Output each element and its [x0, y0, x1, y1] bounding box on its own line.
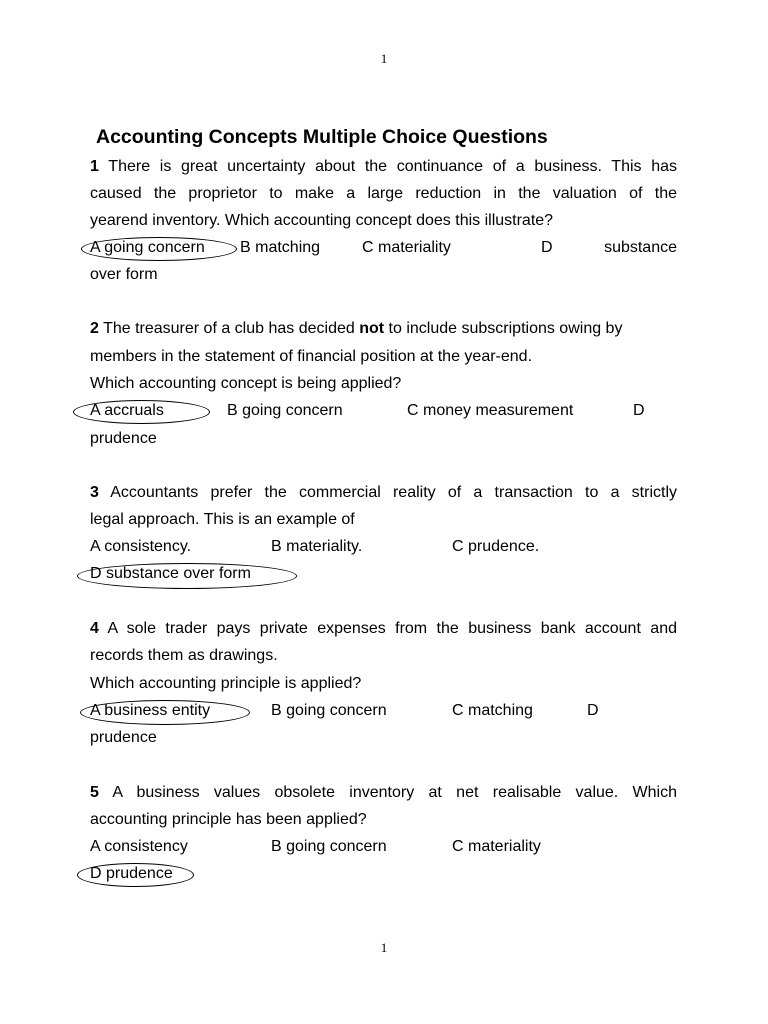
- question-3-number: 3: [90, 484, 99, 501]
- q3-option-b[interactable]: B materiality.: [271, 538, 363, 555]
- q4-option-a[interactable]: A business entity: [90, 702, 211, 719]
- q3-option-c[interactable]: C prudence.: [452, 538, 540, 555]
- question-2-line-3: Which accounting concept is being applied?: [90, 375, 402, 392]
- q1-option-c[interactable]: C materiality: [362, 239, 451, 256]
- q5-option-b[interactable]: B going concern: [271, 838, 387, 855]
- question-2-line-2: members in the statement of financial position at the year-end.: [90, 348, 533, 365]
- q2-option-a[interactable]: A accruals: [90, 402, 164, 419]
- question-1-number: 1: [90, 158, 99, 175]
- q3-option-d[interactable]: D substance over form: [90, 565, 251, 582]
- q1-option-d-letter[interactable]: D: [541, 239, 553, 256]
- question-1-line-1: 1 There is great uncertainty about the continuance of a business. This has: [90, 158, 677, 175]
- q4-option-c[interactable]: C matching: [452, 702, 533, 719]
- q3-answer-circle: [77, 563, 297, 589]
- page-title: Accounting Concepts Multiple Choice Questions: [96, 126, 548, 148]
- q1-option-a[interactable]: A going concern: [90, 239, 205, 256]
- q1-option-b[interactable]: B matching: [240, 239, 321, 256]
- question-4-line-3: Which accounting principle is applied?: [90, 675, 362, 692]
- question-1-line-3: yearend inventory. Which accounting concept does this illustrate?: [90, 212, 554, 229]
- page-number-top: 1: [380, 51, 388, 66]
- question-3-line-1: 3 Accountants prefer the commercial reality of a transaction to a strictly: [90, 484, 678, 501]
- q2-answer-circle: [73, 400, 210, 424]
- q3-option-a[interactable]: A consistency.: [90, 538, 192, 555]
- q4-option-b[interactable]: B going concern: [271, 702, 387, 719]
- emphasis-not: not: [359, 320, 385, 337]
- q1-option-d-text[interactable]: substance: [604, 239, 677, 256]
- question-4-number: 4: [90, 620, 99, 637]
- q2-option-d-letter[interactable]: D: [633, 402, 645, 419]
- q5-option-d[interactable]: D prudence: [90, 865, 173, 882]
- q1-option-d-continued: over form: [90, 266, 158, 283]
- page-number-bottom: 1: [380, 940, 388, 955]
- q2-option-d-text: prudence: [90, 430, 157, 447]
- q2-option-c[interactable]: C money measurement: [407, 402, 574, 419]
- q2-option-b[interactable]: B going concern: [227, 402, 343, 419]
- question-5-line-1: 5 A business values obsolete inventory at net realisable value. Which: [90, 784, 678, 801]
- question-4-line-1: 4 A sole trader pays private expenses from the business bank account and: [90, 620, 678, 637]
- q5-option-a[interactable]: A consistency: [90, 838, 188, 855]
- q4-option-d-letter[interactable]: D: [587, 702, 599, 719]
- question-1-line-2: caused the proprietor to make a large reduction in the valuation of the: [90, 185, 677, 202]
- question-2-line-1: 2 The treasurer of a club has decided not to include subscriptions owing by: [90, 320, 623, 337]
- question-5-number: 5: [90, 784, 99, 801]
- question-3-line-2: legal approach. This is an example of: [90, 511, 355, 528]
- q4-answer-circle: [80, 700, 250, 725]
- question-2-number: 2: [90, 320, 99, 337]
- question-5-line-2: accounting principle has been applied?: [90, 811, 367, 828]
- q5-option-c[interactable]: C materiality: [452, 838, 541, 855]
- q5-answer-circle: [77, 863, 194, 887]
- q4-option-d-text: prudence: [90, 729, 157, 746]
- q1-answer-circle: [81, 237, 237, 261]
- question-4-line-2: records them as drawings.: [90, 647, 278, 664]
